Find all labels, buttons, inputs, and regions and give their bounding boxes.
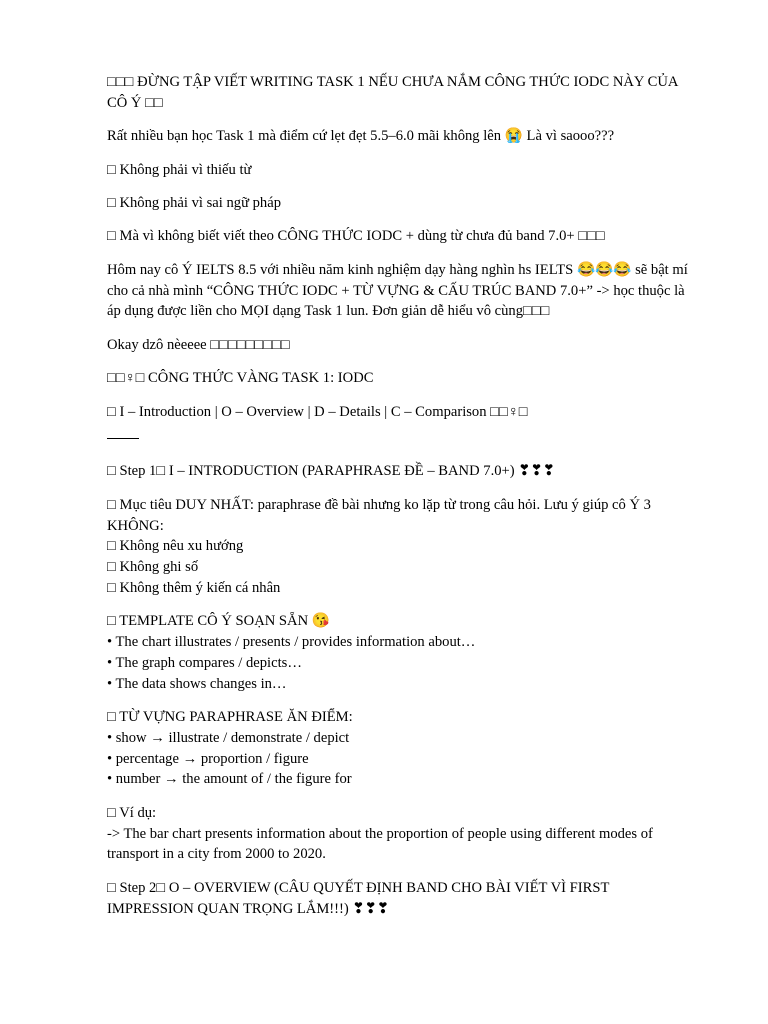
intro-paragraph: Rất nhiều bạn học Task 1 mà điểm cứ lẹt đẹt 5.5–6.0 mãi không lên 😭 Là vì saooo??? <box>107 128 615 145</box>
document-body <box>107 72 699 932</box>
step1-goal-text: □ Mục tiêu DUY NHẤT: paraphrase đề bài nhưng ko lặp từ trong câu hỏi. Lưu ý giúp cô Ý 3 KHÔNG: <box>107 496 655 534</box>
step1-rule-no-opinion: □ Không thêm ý kiến cá nhân <box>107 579 281 596</box>
vocab-item: • percentage → proportion / figure <box>107 750 309 767</box>
template-item: • The data shows changes in… <box>107 675 287 692</box>
formula-line: □ I – Introduction | O – Overview | D – Details | C – Comparison □□♀□ <box>107 403 528 420</box>
step1-rule-no-numbers: □ Không ghi số <box>107 559 199 576</box>
template-block <box>107 611 699 694</box>
vocab-heading: □ TỪ VỰNG PARAPHRASE ĂN ĐIỂM: <box>107 709 353 726</box>
step1-rule-no-trend: □ Không nêu xu hướng <box>107 538 244 555</box>
example-heading: □ Ví dụ: <box>107 804 157 821</box>
formula-title: □□♀□ CÔNG THỨC VÀNG TASK 1: IODC <box>107 370 374 387</box>
vocab-item: • number → the amount of / the figure for <box>107 771 352 788</box>
reason-not-vocabulary: □ Không phải vì thiếu từ <box>107 161 252 178</box>
document-title: □□□ ĐỪNG TẬP VIẾT WRITING TASK 1 NẾU CHƯA NẮM CÔNG THỨC IODC NÀY CỦA CÔ Ý □□ <box>107 74 678 111</box>
vocab-block <box>107 707 699 790</box>
example-block <box>107 803 699 865</box>
vocab-item: • show → illustrate / demonstrate / depict <box>107 729 350 746</box>
template-item: • The chart illustrates / presents / provides information about… <box>107 634 476 651</box>
step1-goal-block <box>107 495 699 599</box>
reason-not-grammar: □ Không phải vì sai ngữ pháp <box>107 194 281 211</box>
template-heading: □ TEMPLATE CÔ Ý SOẠN SẴN 😘 <box>107 613 330 630</box>
section-divider <box>107 438 139 439</box>
step1-title: □ Step 1□ I – INTRODUCTION (PARAPHRASE ĐỀ – BAND 7.0+) ❣❣❣ <box>107 463 555 480</box>
step2-title: □ Step 2□ O – OVERVIEW (CÂU QUYẾT ĐỊNH BAND CHO BÀI VIẾT VÌ FIRST IMPRESSION QUAN TRỌNG LẮM!!!) ❣❣❣ <box>107 879 610 917</box>
reason-formula: □ Mà vì không biết viết theo CÔNG THỨC IODC + dùng từ chưa đủ band 7.0+ □□□ <box>107 228 605 245</box>
promo-paragraph: Hôm nay cô Ý IELTS 8.5 với nhiều năm kinh nghiệm dạy hàng nghìn hs IELTS 😂😂😂 sẽ bật mí cho cả nhà mình “CÔNG THỨC IODC + TỪ VỰNG & CẤU TRÚC BAND 7.0+” -> học thuộc là áp dụng được liền cho MỌI dạng Task 1 lun. Đơn giản dễ hiểu vô cùng□□□ <box>107 261 688 320</box>
template-item: • The graph compares / depicts… <box>107 654 302 671</box>
okay-line: Okay dzô nèeeee □□□□□□□□□ <box>107 336 290 353</box>
example-sentence: -> The bar chart presents information about the proportion of people using different modes of transport in a city from 2000 to 2020. <box>107 825 657 863</box>
